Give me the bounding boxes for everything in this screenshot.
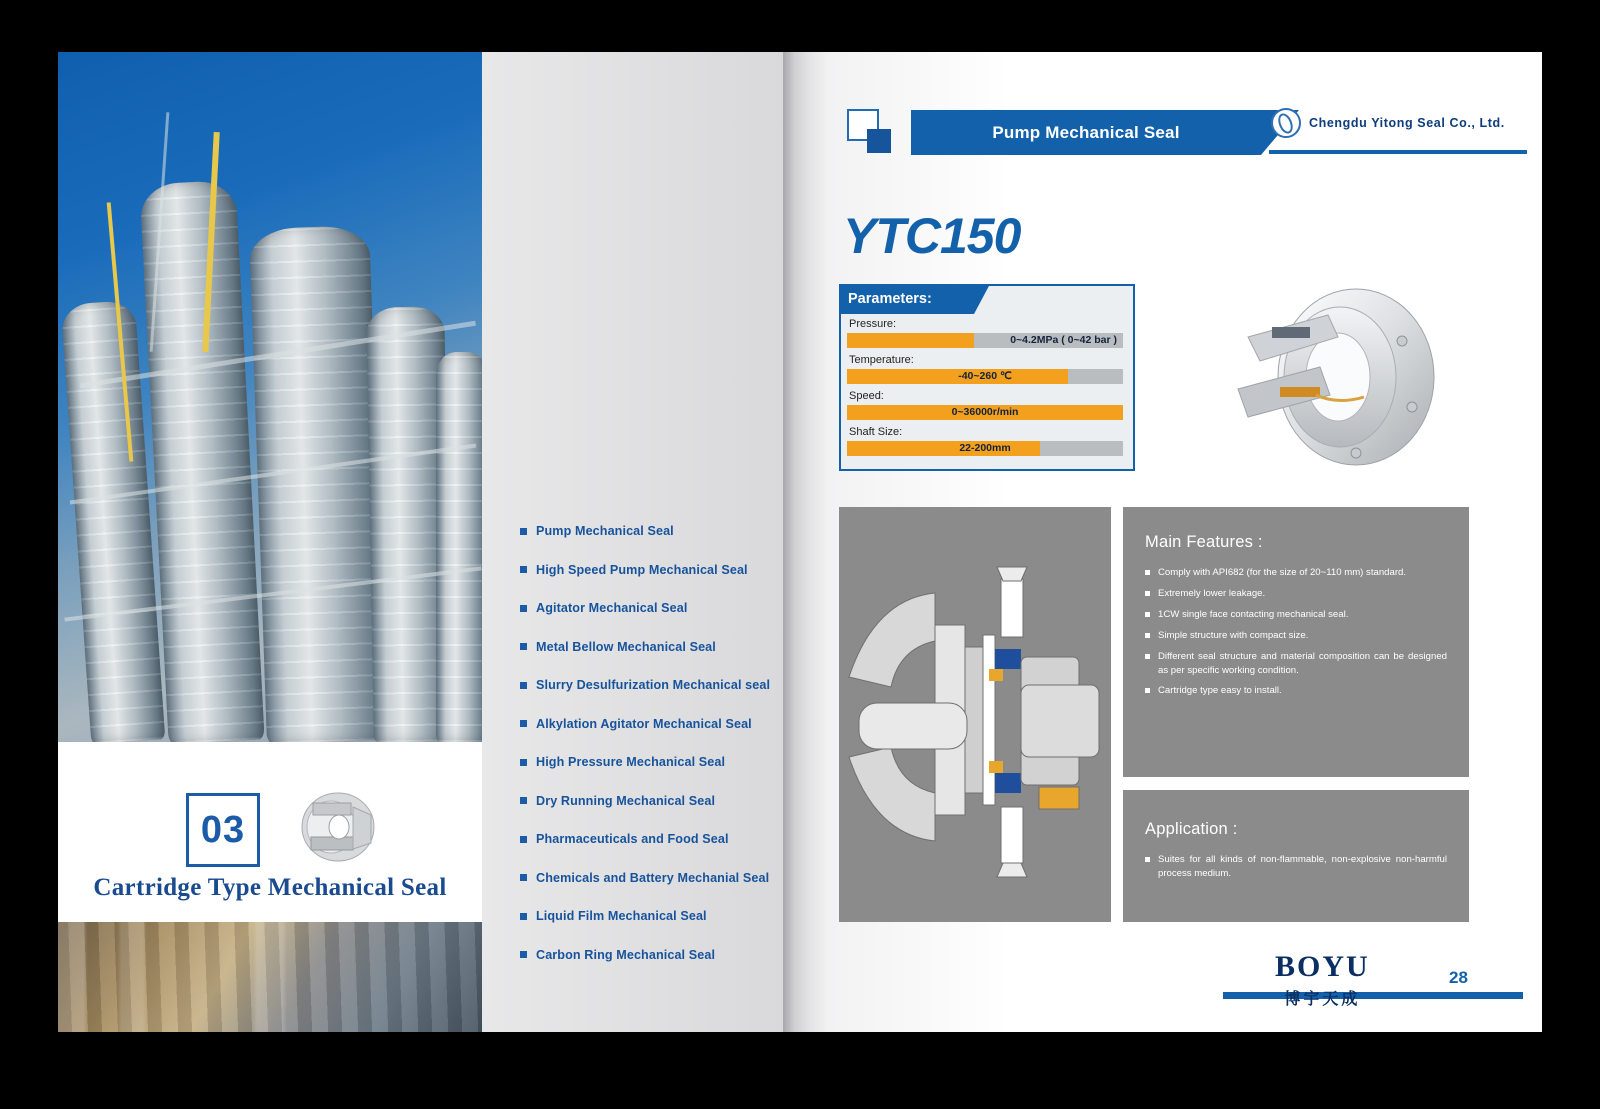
list-item-text: Extremely lower leakage. [1158, 587, 1266, 599]
parameter-bar [847, 369, 1123, 384]
parameter-bar [847, 405, 1123, 420]
squares-icon [845, 107, 897, 159]
list-item[interactable] [520, 717, 770, 731]
list-item[interactable] [520, 524, 770, 538]
boyu-logo-en: BOYU [1275, 950, 1370, 983]
list-item [1145, 608, 1447, 622]
list-item[interactable] [520, 948, 770, 962]
list-item[interactable] [520, 832, 770, 846]
square-bullet-icon [520, 643, 527, 650]
parameter-bar [847, 441, 1123, 456]
left-page [58, 52, 783, 1032]
list-item-label: Liquid Film Mechanical Seal [536, 909, 707, 923]
header-rule [1269, 150, 1527, 154]
contents-list [520, 524, 770, 986]
list-item[interactable] [520, 563, 770, 577]
yitong-logo-icon [1271, 108, 1301, 138]
list-item-text: Cartridge type easy to install. [1158, 685, 1282, 697]
list-item-text: Comply with API682 (for the size of 20~110 mm) standard. [1158, 567, 1407, 578]
square-bullet-icon [1145, 612, 1150, 617]
list-item-label: High Pressure Mechanical Seal [536, 755, 726, 769]
parameters-rows [841, 318, 1129, 462]
refinery-photo [58, 52, 482, 742]
square-bullet-icon [520, 605, 527, 612]
product-title: YTC150 [843, 208, 1021, 264]
list-item[interactable] [520, 601, 770, 615]
application-list [1145, 853, 1447, 881]
main-features-panel [1123, 507, 1469, 777]
main-features-heading: Main Features : [1145, 533, 1263, 551]
parameter-name: Shaft Size: [849, 426, 903, 438]
company-name: Chengdu Yitong Seal Co., Ltd. [1309, 116, 1505, 130]
product-render-image [1188, 267, 1478, 497]
parameters-heading: Parameters: [839, 284, 974, 314]
parameter-name: Temperature: [849, 354, 914, 366]
list-item[interactable] [520, 871, 770, 885]
parameter-row [847, 390, 1123, 420]
parameter-row [847, 354, 1123, 384]
right-page [783, 52, 1542, 1032]
square-bullet-icon [520, 951, 527, 958]
list-item [1145, 650, 1447, 678]
brochure-spread [58, 52, 1542, 1032]
parameter-row [847, 318, 1123, 348]
square-bullet-icon [1145, 654, 1150, 659]
square-bullet-icon [520, 566, 527, 573]
page-number: 28 [1449, 968, 1468, 987]
chapter-title: Cartridge Type Mechanical Seal [93, 874, 447, 901]
square-bullet-icon [520, 682, 527, 689]
list-item-label: Chemicals and Battery Mechanial Seal [536, 870, 770, 885]
chapter-band [58, 742, 482, 942]
square-bullet-icon [1145, 570, 1150, 575]
parameter-value: 22-200mm [959, 442, 1011, 454]
list-item[interactable] [520, 755, 770, 769]
parameter-bar-fill [847, 333, 974, 348]
seal-cross-section-drawing [839, 507, 1111, 922]
square-bullet-icon [520, 874, 527, 881]
list-item-label: Alkylation Agitator Mechanical Seal [536, 716, 752, 731]
header-banner: Pump Mechanical Seal [911, 110, 1261, 155]
parameter-value: 0~4.2MPa ( 0~42 bar ) [1010, 334, 1117, 346]
square-bullet-icon [1145, 857, 1150, 862]
list-item [1145, 853, 1447, 881]
parameter-name: Pressure: [849, 318, 897, 330]
parameter-value: -40~260 ℃ [958, 370, 1012, 382]
parameter-value: 0~36000r/min [951, 406, 1019, 418]
boyu-logo-cn: 博宇天成 [1284, 991, 1361, 1008]
list-item [1145, 629, 1447, 643]
list-item-label: Metal Bellow Mechanical Seal [536, 639, 716, 654]
list-item-label: Pump Mechanical Seal [536, 524, 674, 538]
parameter-row [847, 426, 1123, 456]
main-features-list [1145, 566, 1447, 698]
parameter-bar [847, 333, 1123, 348]
list-item [1145, 566, 1447, 580]
square-bullet-icon [1145, 688, 1150, 693]
square-bullet-icon [520, 913, 527, 920]
square-bullet-icon [520, 836, 527, 843]
square-bullet-icon [1145, 633, 1150, 638]
list-item-text: Different seal structure and material composition can be designed as per specific working condition. [1158, 650, 1447, 676]
list-item-label: High Speed Pump Mechanical Seal [536, 562, 748, 577]
square-bullet-icon [520, 797, 527, 804]
list-item-label: Slurry Desulfurization Mechanical seal [536, 678, 771, 692]
list-item[interactable] [520, 640, 770, 654]
list-item [1145, 587, 1447, 601]
pipeline-photo [58, 922, 482, 1032]
list-item-text: 1CW single face contacting mechanical seal. [1158, 608, 1349, 620]
list-item-label: Dry Running Mechanical Seal [536, 793, 716, 808]
application-panel [1123, 790, 1469, 922]
list-item-label: Pharmaceuticals and Food Seal [536, 832, 729, 846]
list-item-label: Agitator Mechanical Seal [536, 601, 688, 615]
list-item [1145, 684, 1447, 698]
parameter-name: Speed: [849, 390, 884, 402]
cartridge-seal-illustration [283, 787, 393, 867]
list-item-label: Carbon Ring Mechanical Seal [536, 947, 716, 962]
list-item-text: Simple structure with compact size. [1158, 629, 1309, 641]
square-bullet-icon [1145, 591, 1150, 596]
boyu-logo [1275, 952, 1370, 1009]
square-bullet-icon [520, 528, 527, 535]
list-item[interactable] [520, 909, 770, 923]
list-item-text: Suites for all kinds of non-flammable, non-explosive non-harmful process medium. [1158, 854, 1447, 879]
square-bullet-icon [520, 720, 527, 727]
company-logo [1271, 108, 1526, 138]
list-item[interactable] [520, 678, 770, 692]
application-heading: Application : [1145, 820, 1238, 838]
chapter-number: 03 [186, 793, 260, 867]
square-bullet-icon [520, 759, 527, 766]
list-item[interactable] [520, 794, 770, 808]
footer-rule [1223, 992, 1523, 999]
